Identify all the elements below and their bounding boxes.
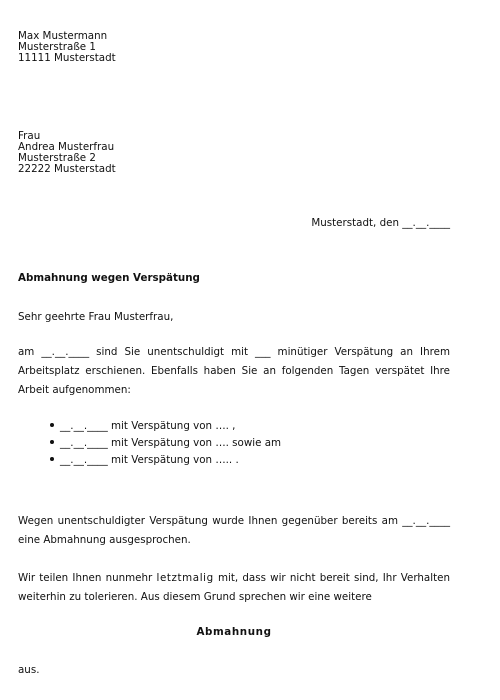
recipient-city: 22222 Musterstadt bbox=[18, 163, 116, 175]
recipient-salutation: Frau bbox=[18, 130, 41, 142]
delay-list bbox=[50, 418, 450, 469]
place-date: Musterstadt, den __.__.____ bbox=[311, 217, 450, 229]
sender-city: 11111 Musterstadt bbox=[18, 52, 116, 64]
sender-address bbox=[18, 31, 450, 64]
greeting: Sehr geehrte Frau Musterfrau, bbox=[18, 311, 174, 323]
paragraph-3-start: Wir teilen Ihnen nunmehr bbox=[18, 572, 157, 584]
bullet-icon bbox=[50, 423, 54, 427]
paragraph-1: am __.__.____ sind Sie unentschuldigt mit ___ minütiger Verspätung an Ihrem Arbeitsplatz erschienen. Ebenfalls haben Sie an folgenden Tagen verspätet Ihre Arbeit aufgenommen: bbox=[18, 346, 450, 396]
recipient-address bbox=[18, 131, 450, 175]
paragraph-3 bbox=[18, 569, 450, 607]
paragraph-2: Wegen unentschuldigter Verspätung wurde Ihnen gegenüber bereits am __.__.____ eine Abmahnung ausgesprochen. bbox=[18, 515, 450, 546]
paragraph-3-end: mit, dass wir nicht bereit sind, Ihr Verhalten weiterhin zu tolerieren. Aus diesem Grund sprechen wir eine weitere bbox=[18, 572, 450, 603]
list-item: __.__.____ mit Verspätung von ….. . bbox=[50, 452, 450, 469]
bullet-icon bbox=[50, 457, 54, 461]
paragraph-3-emphasis: letztmalig bbox=[156, 572, 214, 584]
bullet-icon bbox=[50, 440, 54, 444]
list-item: __.__.____ mit Verspätung von …. sowie am bbox=[50, 435, 450, 452]
closing-line: aus. bbox=[18, 664, 40, 676]
recipient-name: Andrea Musterfrau bbox=[18, 141, 115, 153]
sender-name: Max Mustermann bbox=[18, 30, 108, 42]
sender-street: Musterstraße 1 bbox=[18, 41, 96, 53]
center-heading: Abmahnung bbox=[196, 626, 272, 638]
recipient-street: Musterstraße 2 bbox=[18, 152, 96, 164]
subject-line: Abmahnung wegen Verspätung bbox=[18, 272, 200, 284]
list-item: __.__.____ mit Verspätung von …. , bbox=[50, 418, 450, 435]
